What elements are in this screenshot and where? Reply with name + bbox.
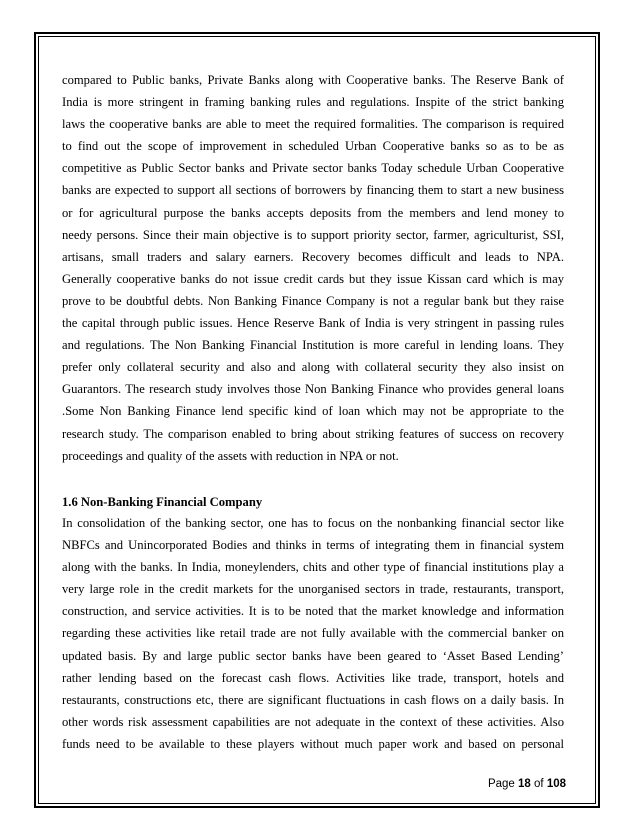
text-line: In consolidation of the banking sector, one has to focus on the nonbanking financial sector like [62,516,564,530]
text-line: prove to be doubtful debts. Non Banking Finance Company is not a regular bank but they raise [62,293,564,308]
text-line: laws the cooperative banks are able to meet the required formalities. The comparison is required [62,117,564,132]
section-paragraph [62,512,564,755]
page-number-footer [488,778,566,790]
text-line: along with the banks. In India, moneylenders, chits and other type of financial institutions play a [62,560,564,575]
text-line: restaurants, constructions etc, there are significant fluctuations in cash flows on a daily basis. In [62,692,564,707]
text-line: India is more stringent in framing banking rules and regulations. Inspite of the strict banking [62,95,564,110]
text-line: Generally cooperative banks do not issue credit cards but they issue Kissan card which is may [62,271,564,286]
text-line: construction, and service activities. It is to be noted that the market knowledge and information [62,604,564,619]
text-line: research study. The comparison enabled to bring about striking features of success on recovery [62,426,564,441]
text-line: compared to Public banks, Private Banks along with Cooperative banks. The Reserve Bank of [62,73,564,87]
text-line: prefer only collateral security and also and along with collateral security they also insist on [62,360,564,375]
text-line: Guarantors. The research study involves those Non Banking Finance who provides general loans [62,382,564,397]
paragraph-continued [62,69,564,467]
current-page-number: 18 [518,778,531,790]
text-line: or for agricultural purpose the banks accepts deposits from the members and lend money to [62,205,564,220]
text-line: rather lending based on the forecast cash flows. Activities like trade, transport, hotels and [62,670,564,685]
text-line: competitive as Public Sector banks and Private sector banks Today schedule Urban Cooperative [62,161,564,176]
text-line: regarding these activities like retail trade are not fully available with the commercial banker on [62,626,564,641]
of-label: of [534,778,544,790]
text-line: to find out the scope of improvement in scheduled Urban Cooperative banks so as to be as [62,139,564,154]
text-line: banks are expected to support all sections of borrowers by financing them to start a new business [62,183,564,198]
text-line: very large role in the credit markets for the unorganised sectors in trade, restaurants, transport, [62,582,564,597]
text-line-last: proceedings and quality of the assets with reduction in NPA or not. [62,448,399,463]
page-label: Page [487,778,515,790]
text-line: needy persons. Since their main objective is to support priority sector, farmer, agriculturist, SSI, [62,227,564,242]
text-line: .Some Non Banking Finance lend specific kind of loan which may not be appropriate to the [62,404,564,419]
text-line: funds need to be available to these players without much paper work and based on personal [62,736,564,751]
text-line: other words risk assessment capabilities are not adequate in the context of these activities. Also [62,714,564,729]
text-line: updated basis. By and large public sector banks have been geared to ‘Asset Based Lending’ [62,648,564,663]
section-heading: 1.6 Non-Banking Financial Company [62,495,263,509]
text-line: artisans, small traders and salary earners. Recovery becomes difficult and leads to NPA. [62,249,564,264]
total-pages-number: 108 [546,778,566,790]
text-line: the capital through public issues. Hence Reserve Bank of India is very stringent in passing rules [62,316,564,331]
text-line: NBFCs and Unincorporated Bodies and thinks in terms of integrating them in financial system [62,538,564,553]
text-line: and regulations. The Non Banking Financial Institution is more careful in lending loans. They [62,338,564,353]
